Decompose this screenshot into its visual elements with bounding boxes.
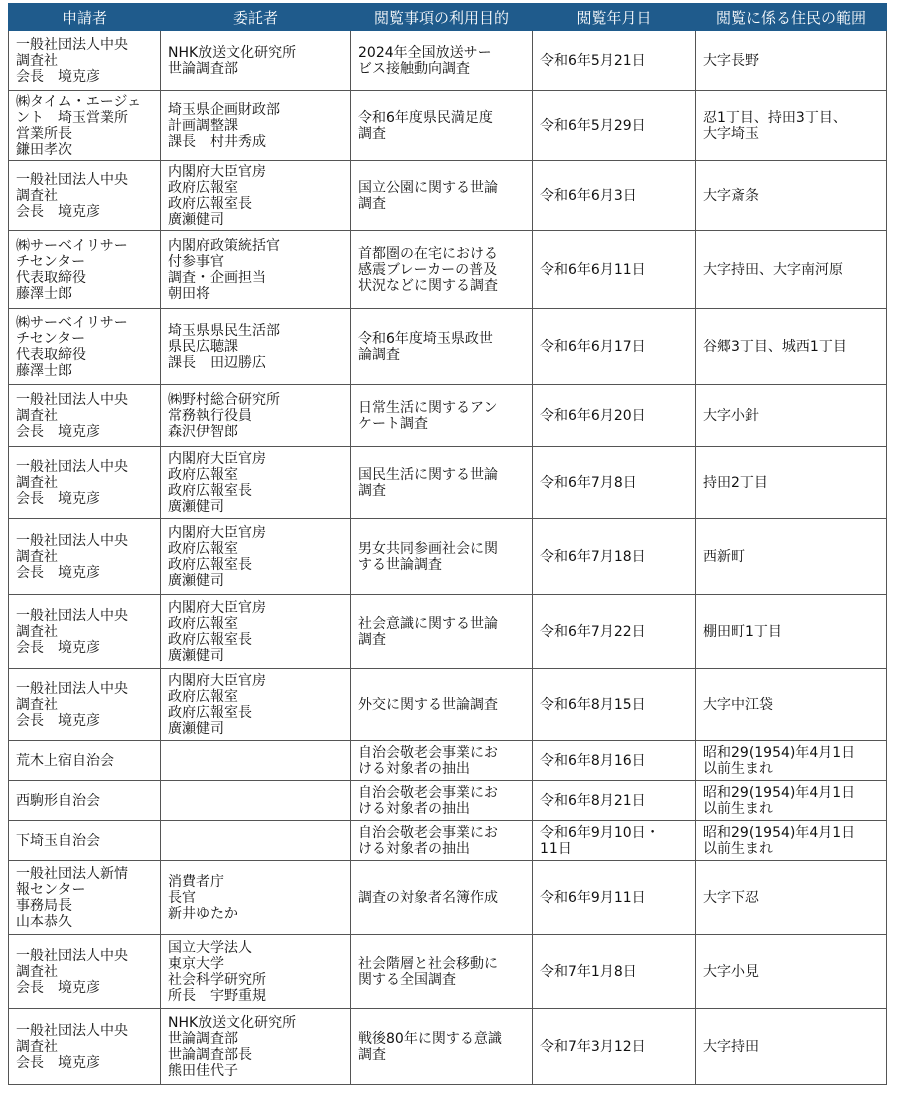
resident-range-cell: 西新町 — [696, 519, 887, 595]
table-row — [9, 861, 887, 935]
client-cell: 内閣府大臣官房 政府広報室 政府広報室長 廣瀬健司 — [161, 447, 351, 519]
purpose-cell: 男女共同参画社会に関 する世論調査 — [351, 519, 533, 595]
table-row — [9, 519, 887, 595]
inspection-table — [8, 3, 887, 1085]
resident-range-cell: 大字中江袋 — [696, 669, 887, 741]
applicant-cell: 一般社団法人中央 調査社 会長 境克彦 — [9, 935, 161, 1009]
client-cell: 埼玉県企画財政部 計画調整課 課長 村井秀成 — [161, 91, 351, 161]
date-cell: 令和6年8月21日 — [533, 781, 696, 821]
purpose-cell: 令和6年度埼玉県政世 論調査 — [351, 309, 533, 385]
applicant-cell: 一般社団法人中央 調査社 会長 境克彦 — [9, 161, 161, 231]
resident-range-cell: 大字斎条 — [696, 161, 887, 231]
date-cell: 令和6年6月20日 — [533, 385, 696, 447]
table-row — [9, 309, 887, 385]
table-row — [9, 161, 887, 231]
table-row — [9, 1009, 887, 1085]
table-row — [9, 385, 887, 447]
client-cell — [161, 821, 351, 861]
applicant-cell: 一般社団法人中央 調査社 会長 境克彦 — [9, 519, 161, 595]
applicant-cell: 荒木上宿自治会 — [9, 741, 161, 781]
client-cell: 消費者庁 長官 新井ゆたか — [161, 861, 351, 935]
resident-range-cell: 大字長野 — [696, 31, 887, 91]
purpose-cell: 国民生活に関する世論 調査 — [351, 447, 533, 519]
table-row — [9, 669, 887, 741]
date-cell: 令和6年9月10日・ 11日 — [533, 821, 696, 861]
purpose-cell: 日常生活に関するアン ケート調査 — [351, 385, 533, 447]
header-date: 閲覧年月日 — [533, 4, 696, 31]
resident-range-cell: 持田2丁目 — [696, 447, 887, 519]
purpose-cell: 社会階層と社会移動に 関する全国調査 — [351, 935, 533, 1009]
applicant-cell: 一般社団法人中央 調査社 会長 境克彦 — [9, 595, 161, 669]
date-cell: 令和6年6月17日 — [533, 309, 696, 385]
client-cell: 内閣府大臣官房 政府広報室 政府広報室長 廣瀬健司 — [161, 669, 351, 741]
header-applicant: 申請者 — [9, 4, 161, 31]
date-cell: 令和6年9月11日 — [533, 861, 696, 935]
date-cell: 令和7年1月8日 — [533, 935, 696, 1009]
applicant-cell: ㈱サーベイリサー チセンター 代表取締役 藤澤士郎 — [9, 231, 161, 309]
purpose-cell: 2024年全国放送サー ビス接触動向調査 — [351, 31, 533, 91]
header-resident-range: 閲覧に係る住民の範囲 — [696, 4, 887, 31]
table-row — [9, 781, 887, 821]
client-cell: 内閣府大臣官房 政府広報室 政府広報室長 廣瀬健司 — [161, 161, 351, 231]
applicant-cell: 一般社団法人新情 報センター 事務局長 山本恭久 — [9, 861, 161, 935]
client-cell: ㈱野村総合研究所 常務執行役員 森沢伊智郎 — [161, 385, 351, 447]
purpose-cell: 外交に関する世論調査 — [351, 669, 533, 741]
header-purpose: 閲覧事項の利用目的 — [351, 4, 533, 31]
applicant-cell: 一般社団法人中央 調査社 会長 境克彦 — [9, 669, 161, 741]
purpose-cell: 首都圏の在宅における 感震ブレーカーの普及 状況などに関する調査 — [351, 231, 533, 309]
purpose-cell: 国立公園に関する世論 調査 — [351, 161, 533, 231]
date-cell: 令和6年8月16日 — [533, 741, 696, 781]
resident-range-cell: 大字下忍 — [696, 861, 887, 935]
table-row — [9, 741, 887, 781]
client-cell: NHK放送文化研究所 世論調査部 — [161, 31, 351, 91]
date-cell: 令和6年7月18日 — [533, 519, 696, 595]
purpose-cell: 令和6年度県民満足度 調査 — [351, 91, 533, 161]
date-cell: 令和6年6月11日 — [533, 231, 696, 309]
resident-range-cell: 昭和29(1954)年4月1日 以前生まれ — [696, 781, 887, 821]
client-cell — [161, 741, 351, 781]
applicant-cell: 一般社団法人中央 調査社 会長 境克彦 — [9, 31, 161, 91]
resident-range-cell: 大字小針 — [696, 385, 887, 447]
resident-range-cell: 昭和29(1954)年4月1日 以前生まれ — [696, 821, 887, 861]
table-row — [9, 31, 887, 91]
table-row — [9, 935, 887, 1009]
table-row — [9, 231, 887, 309]
applicant-cell: 下埼玉自治会 — [9, 821, 161, 861]
client-cell: 内閣府大臣官房 政府広報室 政府広報室長 廣瀬健司 — [161, 595, 351, 669]
purpose-cell: 自治会敬老会事業にお ける対象者の抽出 — [351, 821, 533, 861]
date-cell: 令和6年5月29日 — [533, 91, 696, 161]
table-row — [9, 447, 887, 519]
applicant-cell: ㈱タイム・エージェ ント 埼玉営業所 営業所長 鎌田孝次 — [9, 91, 161, 161]
applicant-cell: 一般社団法人中央 調査社 会長 境克彦 — [9, 447, 161, 519]
header-client: 委託者 — [161, 4, 351, 31]
resident-range-cell: 大字持田、大字南河原 — [696, 231, 887, 309]
purpose-cell: 社会意識に関する世論 調査 — [351, 595, 533, 669]
resident-range-cell: 大字持田 — [696, 1009, 887, 1085]
date-cell: 令和6年7月8日 — [533, 447, 696, 519]
client-cell: NHK放送文化研究所 世論調査部 世論調査部長 熊田佳代子 — [161, 1009, 351, 1085]
date-cell: 令和6年8月15日 — [533, 669, 696, 741]
applicant-cell: 一般社団法人中央 調査社 会長 境克彦 — [9, 385, 161, 447]
table-row — [9, 91, 887, 161]
purpose-cell: 戦後80年に関する意識 調査 — [351, 1009, 533, 1085]
client-cell: 内閣府大臣官房 政府広報室 政府広報室長 廣瀬健司 — [161, 519, 351, 595]
applicant-cell: 一般社団法人中央 調査社 会長 境克彦 — [9, 1009, 161, 1085]
applicant-cell: ㈱サーベイリサー チセンター 代表取締役 藤澤士郎 — [9, 309, 161, 385]
header-row — [9, 4, 887, 31]
resident-range-cell: 棚田町1丁目 — [696, 595, 887, 669]
table-row — [9, 821, 887, 861]
table-row — [9, 595, 887, 669]
date-cell: 令和6年6月3日 — [533, 161, 696, 231]
purpose-cell: 調査の対象者名簿作成 — [351, 861, 533, 935]
client-cell — [161, 781, 351, 821]
date-cell: 令和6年5月21日 — [533, 31, 696, 91]
client-cell: 国立大学法人 東京大学 社会科学研究所 所長 宇野重規 — [161, 935, 351, 1009]
resident-range-cell: 大字小見 — [696, 935, 887, 1009]
client-cell: 埼玉県県民生活部 県民広聴課 課長 田辺勝広 — [161, 309, 351, 385]
date-cell: 令和7年3月12日 — [533, 1009, 696, 1085]
purpose-cell: 自治会敬老会事業にお ける対象者の抽出 — [351, 741, 533, 781]
client-cell: 内閣府政策統括官 付参事官 調査・企画担当 朝田将 — [161, 231, 351, 309]
purpose-cell: 自治会敬老会事業にお ける対象者の抽出 — [351, 781, 533, 821]
date-cell: 令和6年7月22日 — [533, 595, 696, 669]
inspection-table-wrapper — [8, 3, 887, 1085]
applicant-cell: 西駒形自治会 — [9, 781, 161, 821]
resident-range-cell: 谷郷3丁目、城西1丁目 — [696, 309, 887, 385]
resident-range-cell: 昭和29(1954)年4月1日 以前生まれ — [696, 741, 887, 781]
resident-range-cell: 忍1丁目、持田3丁目、 大字埼玉 — [696, 91, 887, 161]
